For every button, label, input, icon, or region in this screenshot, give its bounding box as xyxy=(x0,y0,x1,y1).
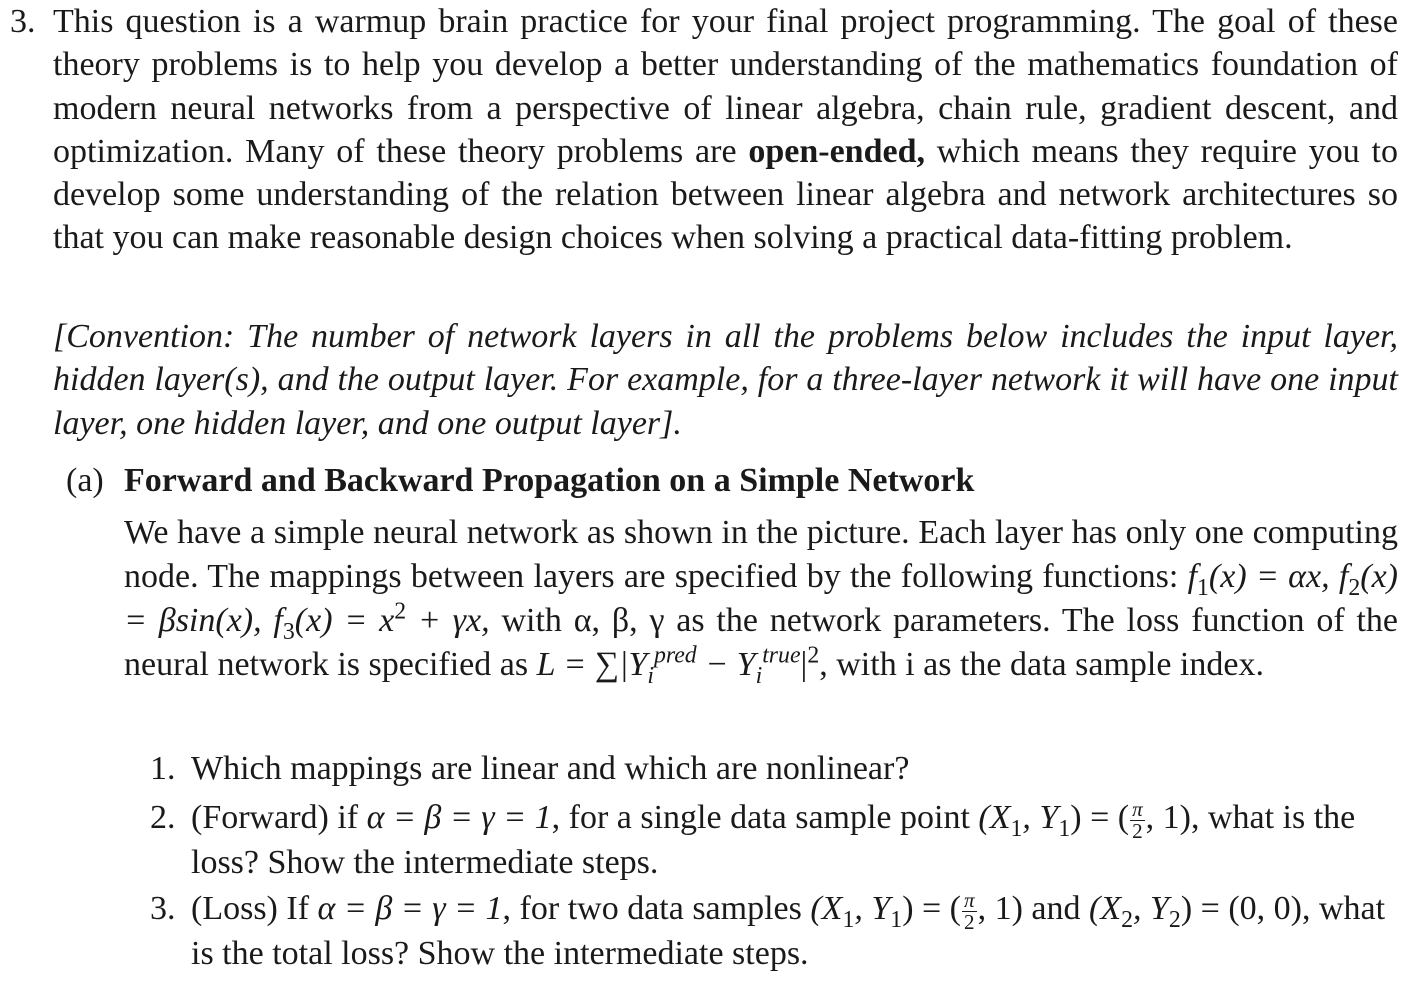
item3-and: and xyxy=(1022,890,1089,927)
part-a-text-2: with α, β, γ as the network parameters. The loss function of the neural network is specified as xyxy=(124,602,1399,683)
f3-name: f xyxy=(273,602,283,639)
item-text xyxy=(191,797,1398,884)
part-a-label: (a) xyxy=(66,462,104,499)
f1-sub: 1 xyxy=(1197,574,1209,601)
loss-mid: − Y xyxy=(696,646,756,683)
item2-mid: , for a single data sample point xyxy=(551,799,979,836)
item3-pair1-sub1: 1 xyxy=(842,906,855,933)
item3-pair1-sub2: 1 xyxy=(890,906,903,933)
fraction-numerator: π xyxy=(1132,796,1143,821)
intro-text-1: This question is a warmup brain practice for your final project programming. The goal of these theory problems is to help you develop a better understanding of the mathematics foundation of modern neural networks from a perspective of linear algebra, chain rule, gradient descent, and optimization. Many of these theory problems are xyxy=(53,3,1398,170)
item-number: 3. xyxy=(150,890,176,927)
fraction-denominator: 2 xyxy=(964,909,975,934)
f3-tail: + γx, xyxy=(406,602,490,639)
item3-pair1-mid: , Y xyxy=(854,890,891,927)
intro-bold: open-ended, xyxy=(748,132,925,170)
part-a-title: Forward and Backward Propagation on a Simple Network xyxy=(124,462,975,499)
item2-pair-mid: , Y xyxy=(1022,799,1059,836)
item2-pair-eq: ) = ( xyxy=(1070,799,1130,836)
f1-name: f xyxy=(1187,558,1198,595)
item3-pair2-sub2: 2 xyxy=(1168,906,1181,933)
item2-pre: (Forward) if xyxy=(191,799,367,836)
item3-pair1-eq: ) = ( xyxy=(902,890,962,927)
f3-expr: (x) = x xyxy=(294,602,395,639)
part-a-text-1: We have a simple neural network as shown in the picture. Each layer has only one computing node. The mappings between layers are specified by the following functions: xyxy=(124,514,1398,595)
item2-tail: , what is the loss? Show the intermediate steps. xyxy=(191,799,1356,881)
loss-lhs: L = ∑|Y xyxy=(536,646,648,683)
item2-pair-end: , 1) xyxy=(1145,799,1191,836)
loss-square: 2 xyxy=(807,642,820,669)
f2-name: f xyxy=(1338,558,1349,595)
part-a-text-3: with i as the data sample index. xyxy=(836,646,1264,683)
f2-expr: (x) = βsin(x), xyxy=(124,558,1398,639)
item-number: 1. xyxy=(150,750,176,787)
item2-sub2: 1 xyxy=(1058,815,1071,842)
loss-sup-true: true xyxy=(762,642,801,669)
loss-sub-i-2: i xyxy=(755,662,763,689)
item-text xyxy=(191,888,1398,975)
item3-params: α = β = γ = 1 xyxy=(317,890,503,927)
item3-pair2-mid: , Y xyxy=(1133,890,1169,927)
item3-tail: what is the total loss? Show the intermediate steps. xyxy=(191,890,1386,972)
item3-pair2: (X xyxy=(1089,890,1122,927)
item3-mid: , for two data samples xyxy=(502,890,811,927)
fraction-denominator: 2 xyxy=(1132,818,1143,843)
item3-pair2-end: ) = (0, 0), xyxy=(1180,890,1311,927)
part-a-body: We have a simple neural network as shown in the picture. Each layer has only one computing node. The mappings between layers are specified by the following functions: $f_1(x) = \alpha x$, $f_2(x) = \beta\sin(x)$, $f_3(x) = x^2 + \gamma x$, with α, β, γ as the network parameters. The loss function of the neural network is specified as $L = \sum|Y_i^{pred} - Y_i^{true}|^2$, with i as the data sample index. xyxy=(124,514,1399,689)
f1-expr: (x) = αx, xyxy=(1208,558,1330,595)
f3-sup: 2 xyxy=(394,598,407,625)
convention-note: [Convention: The number of network layers in all the problems below includes the input layer, hidden layer(s), and the output layer. For example, for a three-layer network it will have one input layer, one hidden layer, and one output layer]. xyxy=(53,318,1398,442)
item2-pair: (X xyxy=(978,799,1011,836)
item-number: 2. xyxy=(150,799,176,836)
fraction-numerator: π xyxy=(964,887,975,912)
item2-sub1: 1 xyxy=(1010,815,1023,842)
loss-sub-i-1: i xyxy=(647,662,654,689)
item-text: Which mappings are linear and which are nonlinear? xyxy=(191,750,910,787)
item2-params: α = β = γ = 1 xyxy=(366,799,552,836)
f2-sub: 2 xyxy=(1348,574,1361,601)
loss-tail: | xyxy=(800,646,808,683)
item3-pair2-sub1: 2 xyxy=(1121,906,1133,933)
f3-sub: 3 xyxy=(282,618,295,645)
item3-pair1-end: , 1) xyxy=(977,890,1023,927)
intro-text-2: which means they require you to develop some understanding of the relation between linear algebra and network architectures so that you can make reasonable design choices when solving a practical data-fitting problem. xyxy=(53,132,1398,257)
question-number: 3. xyxy=(10,3,36,40)
question-intro xyxy=(53,0,1398,260)
item2-fraction xyxy=(1130,796,1145,843)
item3-pre: (Loss) If xyxy=(191,890,318,927)
loss-sup-pred: pred xyxy=(653,642,697,669)
item3-fraction xyxy=(962,887,977,934)
item3-pair1: (X xyxy=(810,890,843,927)
